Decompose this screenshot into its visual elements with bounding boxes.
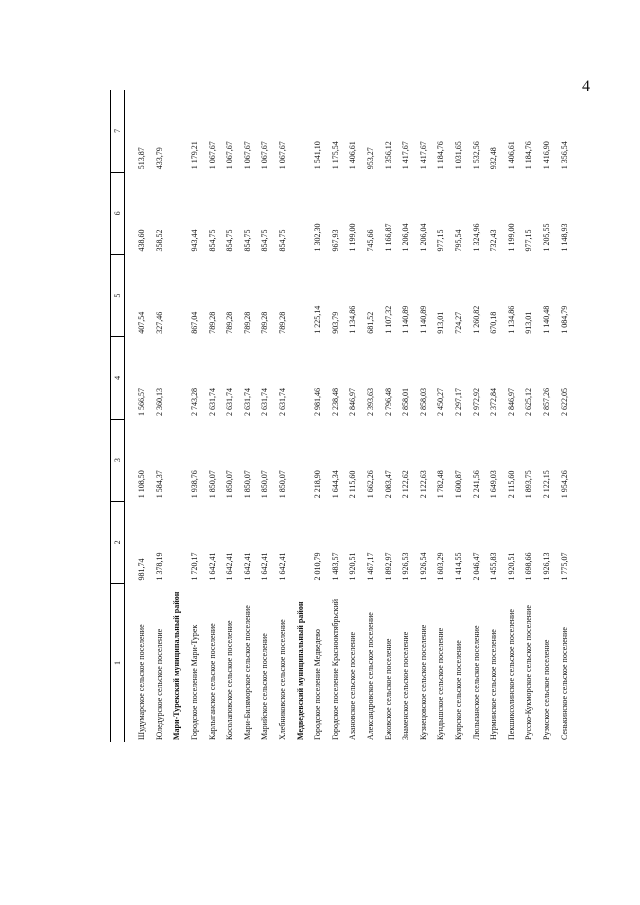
value-cell-col-6: 854,75 — [225, 229, 235, 252]
column-header-5: 5 — [111, 255, 125, 337]
value-cell-col-5: 789,28 — [207, 311, 217, 334]
value-cell-col-2: 1 920,51 — [506, 552, 516, 581]
settlement-name-cell: Нурминское сельское поселение — [489, 629, 499, 740]
value-cell-col-7: 1 417,67 — [401, 141, 411, 170]
value-cell-col-5: 407,54 — [137, 311, 147, 334]
value-cell-col-6: 1 206,04 — [401, 223, 411, 252]
value-cell-col-5: 1 140,89 — [401, 305, 411, 334]
value-cell-col-3: 1 649,03 — [489, 470, 499, 499]
value-cell-col-6: 1 199,00 — [348, 223, 358, 252]
value-cell-col-6: 1 199,00 — [506, 223, 516, 252]
value-cell-col-4: 2 625,12 — [524, 388, 534, 417]
value-cell-col-7: 1 184,76 — [436, 141, 446, 170]
section-title: Медведевский муниципальный район — [295, 601, 305, 740]
table-row — [221, 90, 239, 742]
value-cell-col-7: 1 067,67 — [242, 141, 252, 170]
settlement-name-cell: Городское поселение Мари-Турек — [190, 624, 200, 740]
value-cell-col-6: 1 302,30 — [313, 223, 323, 252]
settlement-name-cell: Карлыганское сельское поселение — [207, 623, 217, 740]
value-cell-col-3: 1 850,07 — [207, 470, 217, 499]
rotated-table-container — [110, 90, 569, 742]
column-header-7: 7 — [111, 90, 125, 172]
value-cell-col-2: 1 378,19 — [154, 552, 164, 581]
table-row — [520, 90, 538, 742]
value-cell-col-6: 1 324,96 — [471, 223, 481, 252]
settlement-name-cell: Ежовское сельское поселение — [383, 638, 393, 740]
value-cell-col-5: 327,46 — [154, 311, 164, 334]
value-cell-col-4: 2 981,46 — [313, 388, 323, 417]
table-row — [274, 90, 292, 742]
value-cell-col-7: 1 416,90 — [541, 141, 551, 170]
table-row — [344, 90, 362, 742]
value-cell-col-5: 789,28 — [278, 311, 288, 334]
settlement-name-cell: Косолаповское сельское поселение — [225, 620, 235, 740]
table-row — [538, 90, 556, 742]
value-cell-col-3: 2 241,56 — [471, 470, 481, 499]
value-cell-col-6: 854,75 — [278, 229, 288, 252]
value-cell-col-3: 1 954,26 — [559, 470, 569, 499]
settlement-name-cell: Городское поселение Краснооктябрьский — [330, 598, 340, 740]
value-cell-col-6: 1 205,55 — [541, 223, 551, 252]
value-cell-col-3: 2 122,15 — [541, 470, 551, 499]
value-cell-col-7: 1 417,67 — [418, 141, 428, 170]
value-cell-col-2: 1 642,41 — [278, 552, 288, 581]
table-row — [555, 90, 573, 742]
value-cell-col-5: 681,52 — [366, 311, 376, 334]
settlement-name-cell: Руэмское сельское поселение — [541, 639, 551, 740]
table-row — [327, 90, 345, 742]
column-header-1: 1 — [111, 584, 125, 742]
section-row — [168, 90, 186, 742]
value-cell-col-3: 2 083,47 — [383, 470, 393, 499]
value-cell-col-3: 2 122,63 — [418, 470, 428, 499]
settlement-name-cell: Шудумарское сельское поселение — [137, 624, 147, 740]
column-header-3: 3 — [111, 419, 125, 501]
value-cell-col-7: 953,27 — [366, 147, 376, 170]
spacer-cell — [125, 90, 134, 742]
table-row — [256, 90, 274, 742]
value-cell-col-6: 732,43 — [489, 229, 499, 252]
value-cell-col-7: 433,79 — [154, 147, 164, 170]
table-row — [450, 90, 468, 742]
value-cell-col-2: 1 892,97 — [383, 552, 393, 581]
value-cell-col-6: 1 206,04 — [418, 223, 428, 252]
value-cell-col-4: 2 450,27 — [436, 388, 446, 417]
value-cell-col-4: 2 238,48 — [330, 388, 340, 417]
settlement-name-cell: Марийское сельское поселение — [260, 633, 270, 740]
value-cell-col-4: 2 631,74 — [225, 388, 235, 417]
table-row — [467, 90, 485, 742]
value-cell-col-4: 2 631,74 — [278, 388, 288, 417]
value-cell-col-4: 2 796,48 — [383, 388, 393, 417]
section-title: Мари-Турекский муниципальный район — [172, 591, 182, 740]
settlement-name-cell: Люльпанское сельское поселение — [471, 625, 481, 740]
value-cell-col-7: 1 184,76 — [524, 141, 534, 170]
value-cell-col-3: 1 850,07 — [260, 470, 270, 499]
value-cell-col-3: 1 938,76 — [190, 470, 200, 499]
value-cell-col-6: 943,44 — [190, 229, 200, 252]
value-cell-col-7: 1 067,67 — [225, 141, 235, 170]
settlement-name-cell: Сенькинское сельское поселение — [559, 627, 569, 740]
value-cell-col-6: 745,66 — [366, 229, 376, 252]
value-cell-col-6: 358,52 — [154, 229, 164, 252]
value-cell-col-3: 2 122,62 — [401, 470, 411, 499]
table-row — [397, 90, 415, 742]
value-cell-col-5: 913,01 — [436, 311, 446, 334]
value-cell-col-4: 2 857,26 — [541, 388, 551, 417]
value-cell-col-3: 1 584,37 — [154, 470, 164, 499]
table-row — [133, 90, 151, 742]
settlement-name-cell: Кундышское сельское поселение — [436, 627, 446, 740]
value-cell-col-4: 2 622,05 — [559, 388, 569, 417]
value-cell-col-2: 2 010,79 — [313, 552, 323, 581]
value-cell-col-5: 670,18 — [489, 311, 499, 334]
settlement-name-cell: Юледурское сельское поселение — [154, 628, 164, 740]
value-cell-col-2: 1 414,55 — [453, 552, 463, 581]
value-cell-col-7: 1 179,21 — [190, 141, 200, 170]
table-row — [151, 90, 169, 742]
value-cell-col-2: 1 926,54 — [418, 552, 428, 581]
value-cell-col-6: 1 166,87 — [383, 223, 393, 252]
value-cell-col-5: 1 260,82 — [471, 305, 481, 334]
value-cell-col-5: 1 140,89 — [418, 305, 428, 334]
value-cell-col-2: 1 603,29 — [436, 552, 446, 581]
table-row — [415, 90, 433, 742]
value-cell-col-3: 2 115,60 — [348, 470, 358, 499]
settlement-name-cell: Городское поселение Медведево — [313, 629, 323, 740]
value-cell-col-5: 789,28 — [260, 311, 270, 334]
value-cell-col-2: 1 483,57 — [330, 552, 340, 581]
table-row — [239, 90, 257, 742]
value-cell-col-4: 2 972,92 — [471, 388, 481, 417]
value-cell-col-3: 1 600,87 — [453, 470, 463, 499]
table-row — [186, 90, 204, 742]
value-cell-col-6: 967,93 — [330, 229, 340, 252]
value-cell-col-2: 2 046,47 — [471, 552, 481, 581]
settlement-name-cell: Куярское сельское поселение — [453, 640, 463, 740]
value-cell-col-2: 1 467,17 — [366, 552, 376, 581]
value-cell-col-4: 2 743,28 — [190, 388, 200, 417]
value-cell-col-2: 981,74 — [137, 558, 147, 581]
value-cell-col-4: 2 858,01 — [401, 388, 411, 417]
value-cell-col-2: 1 642,41 — [260, 552, 270, 581]
value-cell-col-2: 1 642,41 — [207, 552, 217, 581]
table-row — [362, 90, 380, 742]
value-cell-col-2: 1 926,13 — [541, 552, 551, 581]
value-cell-col-4: 2 846,97 — [348, 388, 358, 417]
value-cell-col-7: 1 067,67 — [207, 141, 217, 170]
value-cell-col-3: 1 850,07 — [242, 470, 252, 499]
value-cell-col-2: 1 926,53 — [401, 552, 411, 581]
value-cell-col-4: 2 631,74 — [207, 388, 217, 417]
table-body — [125, 90, 573, 742]
table-header-row — [111, 90, 125, 742]
value-cell-col-2: 1 920,51 — [348, 552, 358, 581]
value-cell-col-7: 1 406,61 — [348, 141, 358, 170]
value-cell-col-6: 1 148,93 — [559, 223, 569, 252]
settlement-name-cell: Александровское сельское поселение — [366, 612, 376, 740]
settlement-name-cell: Русско-Кукморское сельское поселение — [524, 605, 534, 740]
value-cell-col-5: 724,27 — [453, 311, 463, 334]
value-cell-col-4: 2 372,84 — [489, 388, 499, 417]
value-cell-col-2: 1 720,17 — [190, 552, 200, 581]
value-cell-col-7: 1 541,10 — [313, 141, 323, 170]
value-cell-col-5: 789,28 — [242, 311, 252, 334]
table-row — [203, 90, 221, 742]
value-cell-col-5: 1 134,86 — [506, 305, 516, 334]
value-cell-col-4: 2 631,74 — [242, 388, 252, 417]
value-cell-col-5: 913,01 — [524, 311, 534, 334]
value-cell-col-3: 1 850,07 — [225, 470, 235, 499]
settlement-name-cell: Азановское сельское поселение — [348, 631, 358, 740]
value-cell-col-6: 854,75 — [260, 229, 270, 252]
value-cell-col-5: 1 225,14 — [313, 305, 323, 334]
value-cell-col-3: 2 115,60 — [506, 470, 516, 499]
table-row — [432, 90, 450, 742]
value-cell-col-7: 1 067,67 — [278, 141, 288, 170]
value-cell-col-7: 513,87 — [137, 147, 147, 170]
settlement-name-cell: Пекшиксолинское сельское поселение — [506, 609, 516, 740]
value-cell-col-5: 1 084,79 — [559, 305, 569, 334]
table-row — [309, 90, 327, 742]
value-cell-col-4: 2 360,13 — [154, 388, 164, 417]
value-cell-col-2: 1 775,07 — [559, 552, 569, 581]
value-cell-col-4: 2 846,97 — [506, 388, 516, 417]
value-cell-col-3: 1 850,07 — [278, 470, 288, 499]
section-row — [291, 90, 309, 742]
settlement-name-cell: Кузнецовское сельское поселение — [418, 624, 428, 740]
table-row — [502, 90, 520, 742]
value-cell-col-7: 1 406,61 — [506, 141, 516, 170]
value-cell-col-7: 1 532,56 — [471, 141, 481, 170]
value-cell-col-5: 789,28 — [225, 311, 235, 334]
value-cell-col-2: 1 642,41 — [242, 552, 252, 581]
value-cell-col-7: 1 031,65 — [453, 141, 463, 170]
value-cell-col-3: 1 662,26 — [366, 470, 376, 499]
page-number: 4 — [582, 78, 590, 95]
value-cell-col-2: 1 698,66 — [524, 552, 534, 581]
settlement-name-cell: Хлебниковское сельское поселение — [278, 619, 288, 740]
settlement-name-cell: Знаменское сельское поселение — [401, 631, 411, 740]
value-cell-col-6: 438,60 — [137, 229, 147, 252]
value-cell-col-7: 1 356,12 — [383, 141, 393, 170]
value-cell-col-6: 854,75 — [207, 229, 217, 252]
value-cell-col-2: 1 455,83 — [489, 552, 499, 581]
column-header-2: 2 — [111, 501, 125, 583]
value-cell-col-6: 854,75 — [242, 229, 252, 252]
value-cell-col-5: 903,79 — [330, 311, 340, 334]
value-cell-col-6: 977,15 — [524, 229, 534, 252]
column-header-6: 6 — [111, 172, 125, 254]
value-cell-col-4: 1 566,57 — [137, 388, 147, 417]
table-row — [485, 90, 503, 742]
value-cell-col-7: 1 175,54 — [330, 141, 340, 170]
value-cell-col-3: 1 644,34 — [330, 470, 340, 499]
value-cell-col-7: 1 067,67 — [260, 141, 270, 170]
value-cell-col-4: 2 631,74 — [260, 388, 270, 417]
value-cell-col-3: 1 782,48 — [436, 470, 446, 499]
table-row — [379, 90, 397, 742]
value-cell-col-7: 1 356,54 — [559, 141, 569, 170]
value-cell-col-4: 2 393,63 — [366, 388, 376, 417]
column-header-4: 4 — [111, 337, 125, 419]
tariff-table — [110, 90, 573, 742]
value-cell-col-5: 1 140,48 — [541, 305, 551, 334]
value-cell-col-3: 1 108,50 — [137, 470, 147, 499]
value-cell-col-5: 867,04 — [190, 311, 200, 334]
settlement-name-cell: Мари-Биляморское сельское поселение — [242, 605, 252, 740]
value-cell-col-4: 2 297,17 — [453, 388, 463, 417]
value-cell-col-3: 1 893,75 — [524, 470, 534, 499]
value-cell-col-6: 795,54 — [453, 229, 463, 252]
value-cell-col-5: 1 107,32 — [383, 305, 393, 334]
value-cell-col-6: 977,15 — [436, 229, 446, 252]
value-cell-col-5: 1 134,86 — [348, 305, 358, 334]
value-cell-col-4: 2 858,03 — [418, 388, 428, 417]
value-cell-col-3: 2 218,90 — [313, 470, 323, 499]
value-cell-col-2: 1 642,41 — [225, 552, 235, 581]
value-cell-col-7: 932,48 — [489, 147, 499, 170]
spacer-row — [125, 90, 134, 742]
